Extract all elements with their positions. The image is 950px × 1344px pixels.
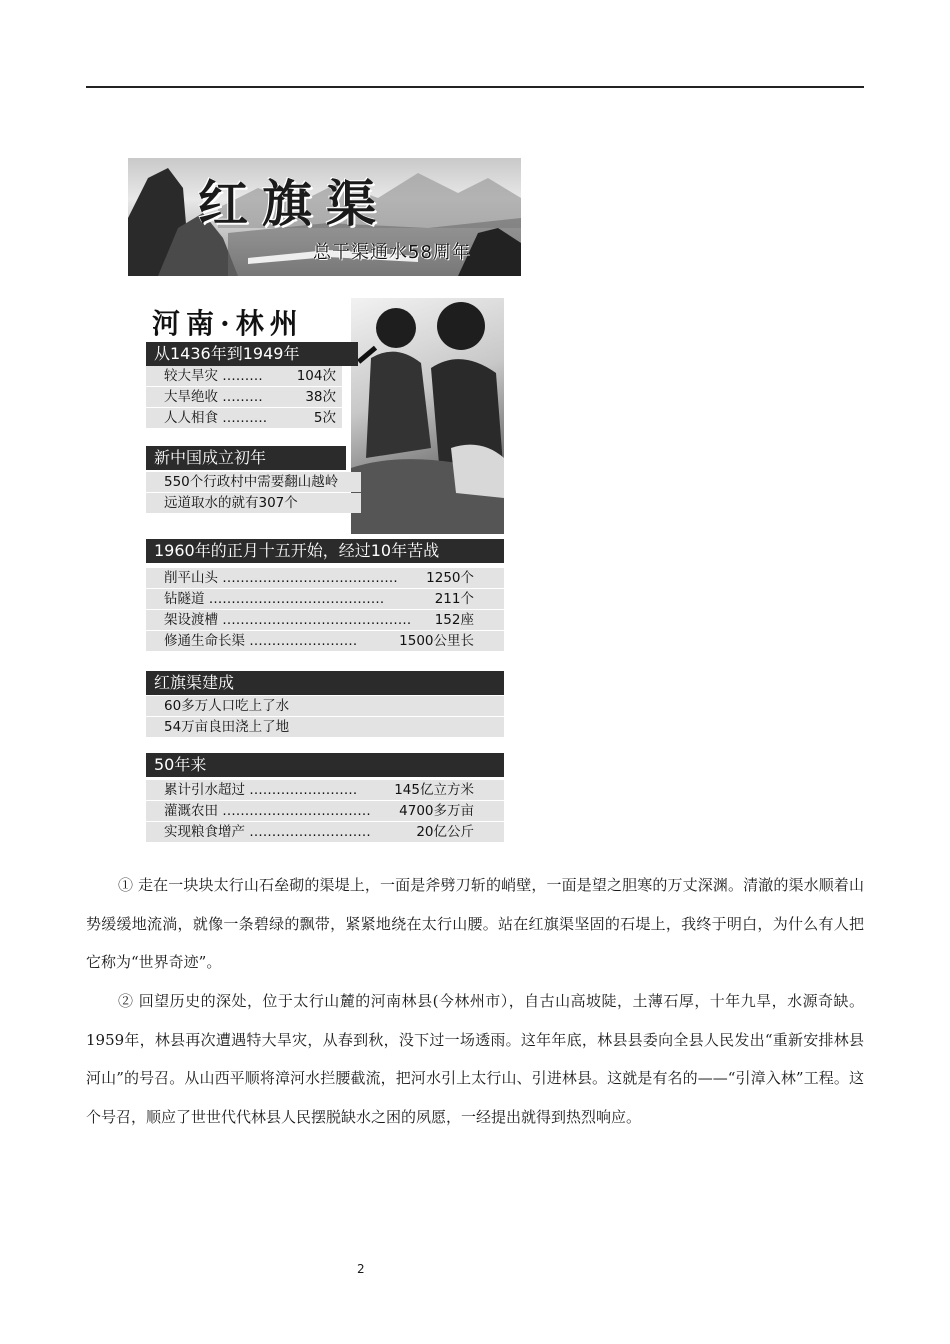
stat-value: 38次 bbox=[305, 389, 336, 405]
stat-label: 550个行政村中需要翻山越岭 bbox=[164, 474, 339, 490]
stat-label: 远道取水的就有307个 bbox=[164, 495, 298, 511]
section-rows bbox=[146, 366, 342, 429]
paragraph-2: ② 回望历史的深处，位于太行山麓的河南林县(今林州市），自古山高坡陡，土薄石厚，十年九旱，水源奇缺。1959年，林县再次遭遇特大旱灾，从春到秋，没下过一场透雨。这年年底，林县县委向全县人民发出“重新安排林县河山”的号召。从山西平顺将漳河水拦腰截流，把河水引上太行山、引进林县。这就是有名的——“引漳入林”工程。这个号召，顺应了世世代代林县人民摆脱缺水之困的夙愿，一经提出就得到热烈响应。 bbox=[86, 992, 864, 1126]
section-rows bbox=[146, 780, 504, 843]
stat-value: 1250个 bbox=[426, 570, 474, 586]
section-rows bbox=[146, 568, 504, 652]
section-rows bbox=[146, 696, 504, 738]
stat-label: 大旱绝收 ……… bbox=[164, 389, 263, 405]
stat-label: 60多万人口吃上了水 bbox=[164, 698, 290, 714]
stat-row bbox=[146, 493, 361, 513]
banner-title: 红旗渠 bbox=[198, 174, 390, 233]
stat-row bbox=[146, 822, 504, 842]
stat-value: 5次 bbox=[313, 410, 336, 426]
stat-row bbox=[146, 408, 342, 428]
stat-row bbox=[146, 568, 504, 588]
stat-row bbox=[146, 631, 504, 651]
section-rows bbox=[146, 472, 361, 514]
stat-value: 4700多万亩 bbox=[399, 803, 474, 819]
stat-row bbox=[146, 472, 361, 492]
banner-image bbox=[128, 158, 521, 276]
stat-row bbox=[146, 780, 504, 800]
section-title: 50年来 bbox=[146, 753, 504, 777]
paragraph-1: ① 走在一块块太行山石垒砌的渠堤上，一面是斧劈刀斩的峭壁，一面是望之胆寒的万丈深渊。清澈的渠水顺着山势缓缓地流淌，就像一条碧绿的飘带，紧紧地绕在太行山腰。站在红旗渠坚固的石堤上，我终于明白，为什么有人把它称为“世界奇迹”。 bbox=[86, 876, 864, 971]
stat-row bbox=[146, 366, 342, 386]
stat-row bbox=[146, 610, 504, 630]
section-title: 新中国成立初年 bbox=[146, 446, 346, 470]
stat-row bbox=[146, 387, 342, 407]
stat-row bbox=[146, 801, 504, 821]
stat-label: 人人相食 ………. bbox=[164, 410, 268, 426]
stat-value: 1500公里长 bbox=[399, 633, 474, 649]
stat-value: 211个 bbox=[434, 591, 474, 607]
stat-label: 钻隧道 ………………………………… bbox=[164, 591, 385, 607]
stat-value: 145亿立方米 bbox=[394, 782, 474, 798]
stat-label: 修通生命长渠 …………………… bbox=[164, 633, 358, 649]
header-rule bbox=[86, 86, 864, 88]
workers-illustration-icon bbox=[351, 298, 504, 534]
section-title: 红旗渠建成 bbox=[146, 671, 504, 695]
stat-label: 累计引水超过 …………………… bbox=[164, 782, 358, 798]
stat-label: 架设渡槽 …………………………………… bbox=[164, 612, 412, 628]
workers-photo bbox=[351, 298, 504, 534]
stat-value: 104次 bbox=[296, 368, 336, 384]
stat-value: 20亿公斤 bbox=[416, 824, 474, 840]
banner-subtitle: 总干渠通水58周年 bbox=[313, 242, 471, 263]
stat-row bbox=[146, 696, 504, 716]
stat-label: 54万亩良田浇上了地 bbox=[164, 719, 290, 735]
stat-value: 152座 bbox=[434, 612, 474, 628]
page-number: 2 bbox=[357, 1262, 365, 1276]
stat-label: 灌溉农田 …………………………… bbox=[164, 803, 371, 819]
stat-label: 削平山头 ………………………………… bbox=[164, 570, 398, 586]
stat-row bbox=[146, 589, 504, 609]
stat-label: 实现粮食增产 ……………………… bbox=[164, 824, 371, 840]
infographic-heading: 河南·林州 bbox=[152, 307, 304, 340]
infographic bbox=[146, 296, 504, 844]
stat-row bbox=[146, 717, 504, 737]
section-title: 1960年的正月十五开始，经过10年苦战 bbox=[146, 539, 504, 563]
stat-label: 较大旱灾 ……… bbox=[164, 368, 263, 384]
section-title: 从1436年到1949年 bbox=[146, 342, 358, 366]
